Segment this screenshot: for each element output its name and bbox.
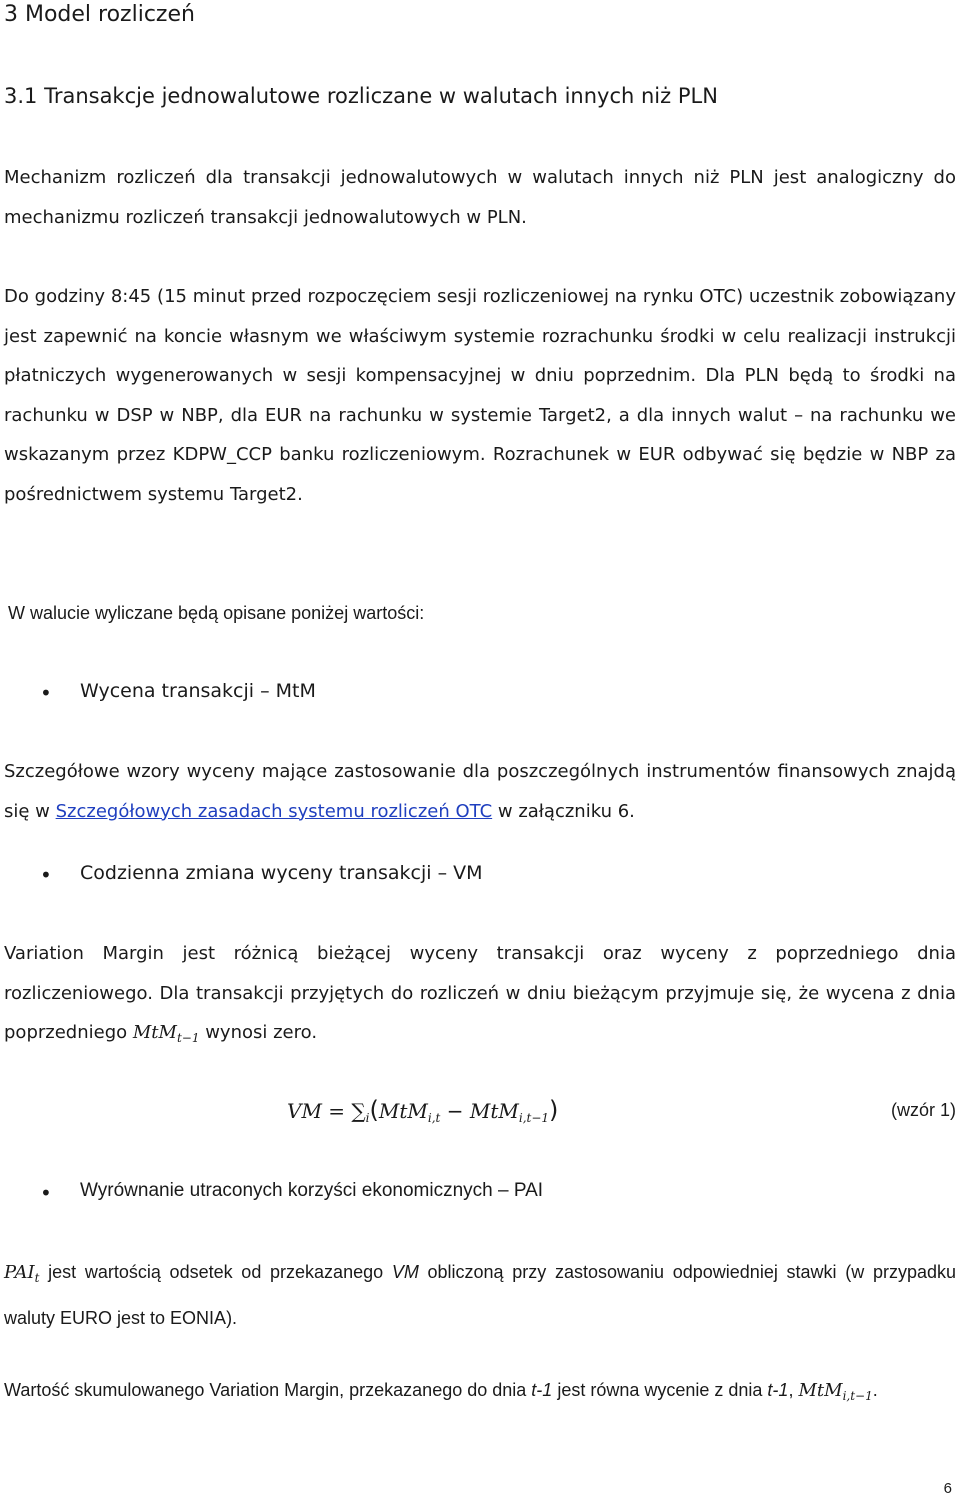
p7-text2: jest równa wycenie z dnia (552, 1380, 768, 1400)
formula-label: (wzór 1) (890, 1100, 956, 1120)
paragraph-variation-margin (4, 934, 956, 1059)
paragraph-mechanism: Mechanizm rozliczeń dla transakcji jednowalutowych w walutach innych niż PLN jest analogiczny do mechanizmu rozliczeń transakcji jednowalutowych w PLN. (4, 167, 956, 228)
bullet-icon: • (40, 1181, 52, 1205)
bullet-icon: • (40, 863, 52, 887)
paragraph-pai (4, 1253, 956, 1338)
formula-t1-sub: i,t (427, 1111, 441, 1125)
math-sub: t−1 (176, 1031, 200, 1045)
formula-close: ) (549, 1096, 559, 1124)
math-mtm: MtM (798, 1380, 843, 1401)
p4-text: Szczegółowe wzory wyceny mające zastosowanie dla poszczególnych instrumentów finansowych znajdą się w (4, 761, 956, 822)
formula-t2-sub: i,t−1 (518, 1111, 550, 1125)
paragraph-valuation-formulas (4, 752, 956, 831)
p7-comma: , (788, 1380, 799, 1400)
p5-after: wynosi zero. (199, 1022, 318, 1043)
math-vm: VM (391, 1262, 419, 1282)
formula-vm (287, 1096, 558, 1125)
otc-rules-link[interactable]: Szczegółowych zasadach systemu rozliczeń OTC (55, 800, 493, 822)
bullet-vm: Codzienna zmiana wyceny transakcji – VM (80, 862, 483, 884)
bullet-mtm: Wycena transakcji – MtM (80, 680, 316, 702)
page-number: 6 (943, 1480, 952, 1497)
formula-open: ( (369, 1096, 379, 1124)
formula-sum-sub: i (365, 1111, 370, 1125)
paragraph-currency-values: W walucie wyliczane będą opisane poniżej wartości: (8, 603, 425, 623)
p7-t2: t-1 (767, 1380, 789, 1400)
paragraph-cumulative-vm (4, 1371, 956, 1417)
bullet-pai: Wyrównanie utraconych korzyści ekonomicznych – PAI (80, 1180, 544, 1201)
p7-end: . (872, 1380, 878, 1400)
formula-t2: MtM (469, 1099, 519, 1123)
formula-minus: − (440, 1099, 470, 1123)
section-heading: 3 Model rozliczeń (4, 2, 195, 27)
p7-t1: t-1 (531, 1380, 553, 1400)
formula-lhs: VM = ∑ (287, 1099, 366, 1123)
p4-after: w załączniku 6. (492, 800, 635, 822)
math-pai: PAI (4, 1262, 35, 1283)
p6-text2: obliczoną przy zastosowaniu odpowiedniej stawki (w przypadku waluty EURO jest to EONIA). (4, 1262, 956, 1328)
subsection-heading: 3.1 Transakcje jednowalutowe rozliczane w walutach innych niż PLN (4, 84, 718, 108)
p6-text1: jest wartością odsetek od przekazanego (39, 1262, 392, 1282)
math-sub: t (34, 1271, 40, 1285)
bullet-icon: • (40, 681, 52, 705)
formula-t1: MtM (378, 1099, 428, 1123)
p7-text1: Wartość skumulowanego Variation Margin, przekazanego do dnia (4, 1380, 532, 1400)
paragraph-deadline: Do godziny 8:45 (15 minut przed rozpoczęciem sesji rozliczeniowej na rynku OTC) uczestnik zobowiązany jest zapewnić na koncie własnym we właściwym systemie rozrachunku środki w celu realizacji instrukcji płatniczych wygenerowanych w sesji kompensacyjnej w dniu poprzednim. Dla PLN będą to środki na rachunku w DSP w NBP, dla EUR na rachunku w systemie Target2, a dla innych walut – na rachunku we wskazanym przez KDPW_CCP banku rozliczeniowym. Rozrachunek w EUR odbywać się będzie w NBP za pośrednictwem systemu Target2. (4, 286, 956, 505)
p5-text: Variation Margin jest różnicą bieżącej wyceny transakcji oraz wyceny z poprzedniego dnia rozliczeniowego. Dla transakcji przyjętych do rozliczeń w dniu bieżącym przyjmuje się, że wycena z dnia poprzedniego (4, 943, 956, 1043)
math-mtm: MtM (132, 1022, 177, 1043)
math-sub: i,t−1 (842, 1389, 873, 1403)
